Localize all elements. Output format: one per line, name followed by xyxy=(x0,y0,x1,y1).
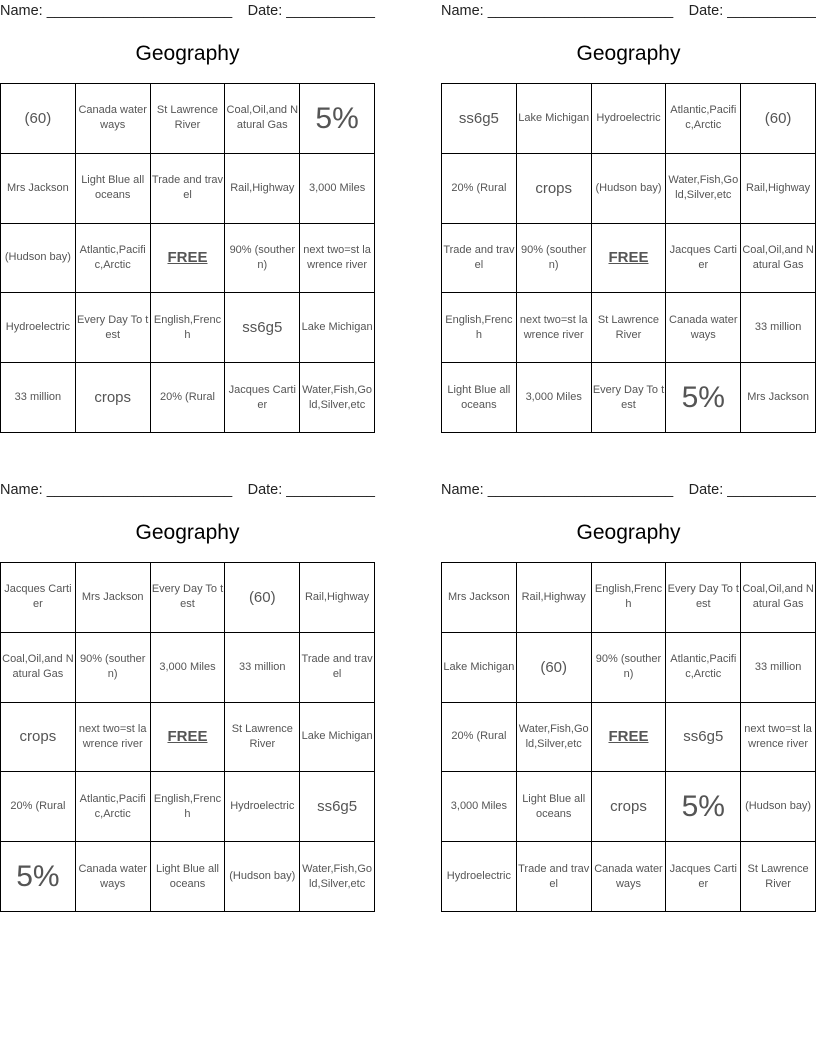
date-field[interactable]: Date: ___________ xyxy=(247,3,375,19)
card-title: Geography xyxy=(135,521,240,544)
bingo-cell[interactable]: next two=st lawrence river xyxy=(741,703,816,773)
bingo-cell[interactable]: Trade and travel xyxy=(300,633,375,703)
bingo-cell[interactable]: English,French xyxy=(151,293,226,363)
bingo-cell[interactable]: 3,000 Miles xyxy=(442,772,517,842)
bingo-cell[interactable]: Water,Fish,Gold,Silver,etc xyxy=(300,363,375,433)
bingo-cell[interactable]: St Lawrence River xyxy=(151,84,226,154)
bingo-cell[interactable]: Canada waterways xyxy=(592,842,667,912)
bingo-cell[interactable]: (60) xyxy=(741,84,816,154)
bingo-card xyxy=(0,479,375,911)
bingo-cell[interactable]: (Hudson bay) xyxy=(592,154,667,224)
bingo-cell[interactable]: Water,Fish,Gold,Silver,etc xyxy=(666,154,741,224)
free-space-cell[interactable]: FREE xyxy=(592,224,667,294)
card-title: Geography xyxy=(576,42,681,65)
bingo-cell[interactable]: Hydroelectric xyxy=(1,293,76,363)
bingo-cell[interactable]: Lake Michigan xyxy=(300,293,375,363)
bingo-cell[interactable]: Canada waterways xyxy=(76,842,151,912)
bingo-cell[interactable]: Atlantic,Pacific,Arctic xyxy=(666,84,741,154)
name-field[interactable]: Name: _______________________ xyxy=(0,482,233,498)
bingo-cell[interactable]: 5% xyxy=(666,363,741,433)
bingo-cell[interactable]: 33 million xyxy=(1,363,76,433)
bingo-cell[interactable]: Jacques Cartier xyxy=(666,842,741,912)
bingo-cell[interactable]: Lake Michigan xyxy=(517,84,592,154)
bingo-cell[interactable]: Light Blue all oceans xyxy=(76,154,151,224)
bingo-cell[interactable]: crops xyxy=(76,363,151,433)
card-title: Geography xyxy=(576,521,681,544)
bingo-card xyxy=(441,0,816,432)
bingo-cell[interactable]: Jacques Cartier xyxy=(225,363,300,433)
bingo-cell[interactable]: St Lawrence River xyxy=(592,293,667,363)
bingo-cell[interactable]: 33 million xyxy=(225,633,300,703)
bingo-cell[interactable]: Water,Fish,Gold,Silver,etc xyxy=(300,842,375,912)
bingo-cell[interactable]: English,French xyxy=(442,293,517,363)
bingo-cell[interactable]: Atlantic,Pacific,Arctic xyxy=(76,772,151,842)
bingo-cell[interactable]: 90% (southern) xyxy=(76,633,151,703)
bingo-cell[interactable]: Lake Michigan xyxy=(442,633,517,703)
bingo-cell[interactable]: ss6g5 xyxy=(225,293,300,363)
bingo-cell[interactable]: Coal,Oil,and Natural Gas xyxy=(225,84,300,154)
bingo-cell[interactable]: 20% (Rural xyxy=(151,363,226,433)
bingo-cell[interactable]: Hydroelectric xyxy=(442,842,517,912)
name-field[interactable]: Name: _______________________ xyxy=(441,3,674,19)
name-date-row xyxy=(441,2,816,22)
bingo-cell[interactable]: English,French xyxy=(151,772,226,842)
bingo-cell[interactable]: 90% (southern) xyxy=(517,224,592,294)
date-field[interactable]: Date: ___________ xyxy=(688,3,816,19)
bingo-cell[interactable]: (60) xyxy=(1,84,76,154)
bingo-cell[interactable]: (Hudson bay) xyxy=(225,842,300,912)
bingo-cell[interactable]: Rail,Highway xyxy=(225,154,300,224)
bingo-cell[interactable]: Light Blue all oceans xyxy=(151,842,226,912)
bingo-cell[interactable]: 20% (Rural xyxy=(442,703,517,773)
bingo-cell[interactable]: (60) xyxy=(517,633,592,703)
free-space-cell[interactable]: FREE xyxy=(592,703,667,773)
bingo-cell[interactable]: Coal,Oil,and Natural Gas xyxy=(1,633,76,703)
bingo-cell[interactable]: English,French xyxy=(592,563,667,633)
bingo-cell[interactable]: 33 million xyxy=(741,633,816,703)
bingo-cell[interactable]: next two=st lawrence river xyxy=(517,293,592,363)
bingo-cell[interactable]: 33 million xyxy=(741,293,816,363)
bingo-cell[interactable]: Hydroelectric xyxy=(225,772,300,842)
bingo-cell[interactable]: 5% xyxy=(1,842,76,912)
bingo-cell[interactable]: Atlantic,Pacific,Arctic xyxy=(666,633,741,703)
bingo-cell[interactable]: next two=st lawrence river xyxy=(76,703,151,773)
bingo-cell[interactable]: Rail,Highway xyxy=(300,563,375,633)
bingo-cell[interactable]: 3,000 Miles xyxy=(151,633,226,703)
bingo-cell[interactable]: (Hudson bay) xyxy=(741,772,816,842)
bingo-cell[interactable]: Mrs Jackson xyxy=(1,154,76,224)
bingo-cell[interactable]: (Hudson bay) xyxy=(1,224,76,294)
bingo-cell[interactable]: Rail,Highway xyxy=(741,154,816,224)
bingo-cell[interactable]: 20% (Rural xyxy=(1,772,76,842)
bingo-card xyxy=(441,479,816,911)
bingo-cell[interactable]: 5% xyxy=(666,772,741,842)
bingo-cell[interactable]: Every Day To test xyxy=(666,563,741,633)
bingo-cell[interactable]: Trade and travel xyxy=(151,154,226,224)
bingo-cell[interactable]: Lake Michigan xyxy=(300,703,375,773)
bingo-cell[interactable]: Light Blue all oceans xyxy=(517,772,592,842)
bingo-cell[interactable]: Every Day To test xyxy=(151,563,226,633)
bingo-cell[interactable]: crops xyxy=(1,703,76,773)
bingo-cell[interactable]: next two=st lawrence river xyxy=(300,224,375,294)
bingo-cell[interactable]: 3,000 Miles xyxy=(517,363,592,433)
bingo-cell[interactable]: ss6g5 xyxy=(442,84,517,154)
name-date-row xyxy=(0,481,375,501)
bingo-cell[interactable]: (60) xyxy=(225,563,300,633)
name-field[interactable]: Name: _______________________ xyxy=(0,3,233,19)
date-field[interactable]: Date: ___________ xyxy=(688,482,816,498)
bingo-cell[interactable]: 20% (Rural xyxy=(442,154,517,224)
free-space-cell[interactable]: FREE xyxy=(151,224,226,294)
bingo-cell[interactable]: Every Day To test xyxy=(76,293,151,363)
bingo-cell[interactable]: Every Day To test xyxy=(592,363,667,433)
bingo-cell[interactable]: Rail,Highway xyxy=(517,563,592,633)
bingo-cell[interactable]: St Lawrence River xyxy=(741,842,816,912)
bingo-grid xyxy=(441,83,816,433)
bingo-cell[interactable]: Mrs Jackson xyxy=(76,563,151,633)
bingo-cell[interactable]: St Lawrence River xyxy=(225,703,300,773)
name-date-row xyxy=(441,481,816,501)
bingo-cell[interactable]: Mrs Jackson xyxy=(741,363,816,433)
card-title: Geography xyxy=(135,42,240,65)
date-field[interactable]: Date: ___________ xyxy=(247,482,375,498)
bingo-grid xyxy=(0,83,375,433)
bingo-cell[interactable]: Hydroelectric xyxy=(592,84,667,154)
bingo-cell[interactable]: 90% (southern) xyxy=(225,224,300,294)
bingo-cell[interactable]: Canada waterways xyxy=(76,84,151,154)
bingo-cell[interactable]: Trade and travel xyxy=(517,842,592,912)
bingo-cell[interactable]: Water,Fish,Gold,Silver,etc xyxy=(517,703,592,773)
bingo-card xyxy=(0,0,375,432)
bingo-cell[interactable]: Jacques Cartier xyxy=(1,563,76,633)
bingo-grid xyxy=(441,562,816,912)
bingo-cell[interactable]: Mrs Jackson xyxy=(442,563,517,633)
bingo-cell[interactable]: 3,000 Miles xyxy=(300,154,375,224)
bingo-cell[interactable]: 5% xyxy=(300,84,375,154)
bingo-cell[interactable]: Coal,Oil,and Natural Gas xyxy=(741,224,816,294)
bingo-cell[interactable]: Jacques Cartier xyxy=(666,224,741,294)
name-field[interactable]: Name: _______________________ xyxy=(441,482,674,498)
bingo-cell[interactable]: Coal,Oil,and Natural Gas xyxy=(741,563,816,633)
bingo-cell[interactable]: ss6g5 xyxy=(300,772,375,842)
bingo-cell[interactable]: Canada waterways xyxy=(666,293,741,363)
bingo-cell[interactable]: Trade and travel xyxy=(442,224,517,294)
bingo-cell[interactable]: Light Blue all oceans xyxy=(442,363,517,433)
free-space-cell[interactable]: FREE xyxy=(151,703,226,773)
bingo-cell[interactable]: ss6g5 xyxy=(666,703,741,773)
bingo-grid xyxy=(0,562,375,912)
bingo-cell[interactable]: 90% (southern) xyxy=(592,633,667,703)
bingo-cell[interactable]: crops xyxy=(517,154,592,224)
bingo-cell[interactable]: crops xyxy=(592,772,667,842)
name-date-row xyxy=(0,2,375,22)
bingo-cell[interactable]: Atlantic,Pacific,Arctic xyxy=(76,224,151,294)
